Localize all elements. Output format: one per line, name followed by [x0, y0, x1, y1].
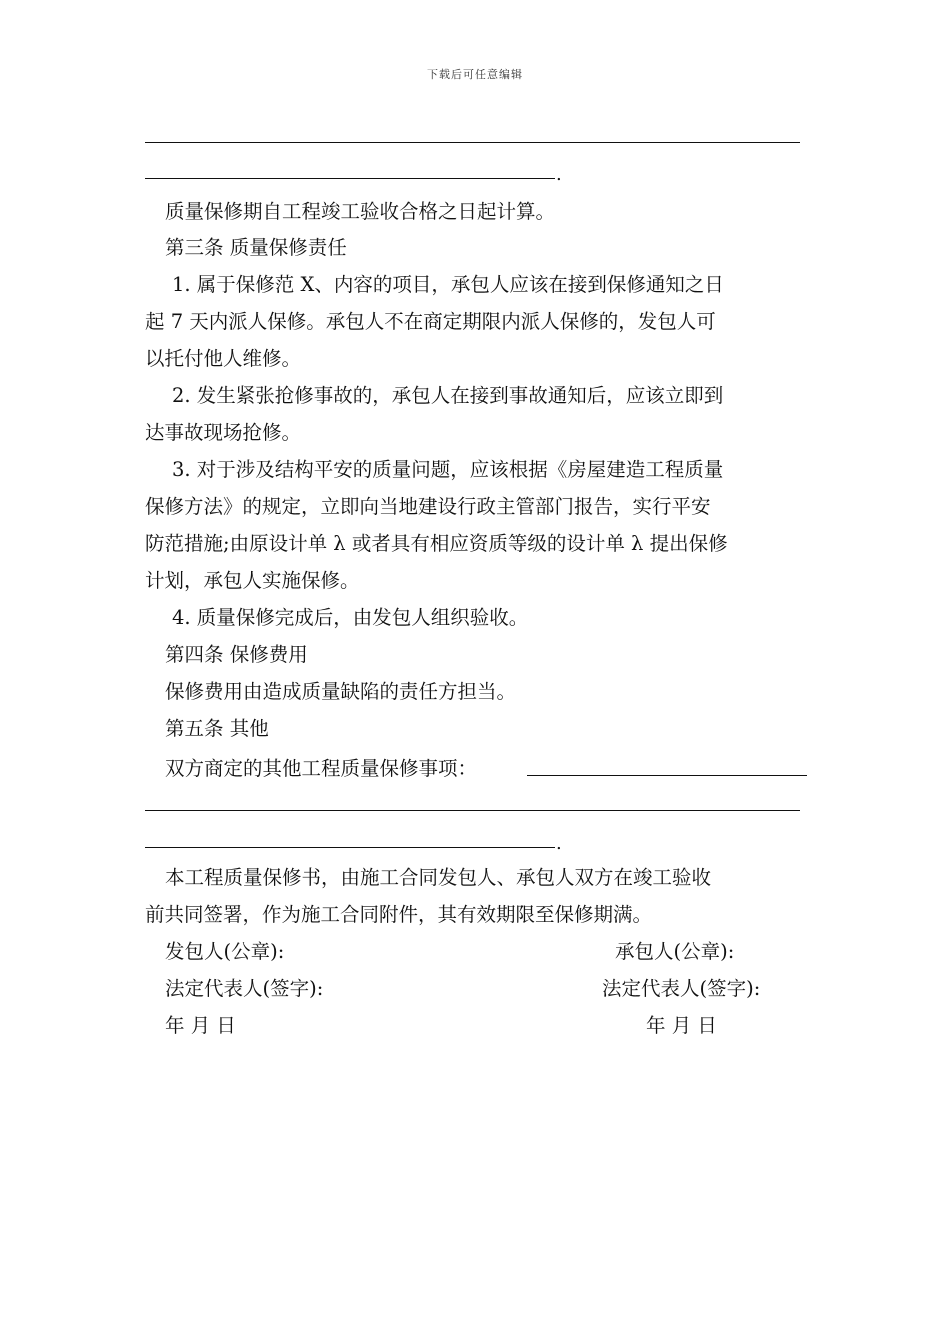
heading-article-3: 第三条 质量保修责任	[165, 236, 347, 259]
blank-line	[145, 810, 800, 811]
clause-3-1-line3: 以托付他人维修。	[145, 347, 302, 370]
blank-line	[145, 178, 555, 179]
paragraph-validity-line2: 前共同签署，作为施工合同附件，其有效期限至保修期满。	[145, 903, 653, 926]
signature-contractor-rep: 法定代表人(签字):	[602, 977, 761, 1000]
clause-3-4: 4. 质量保修完成后，由发包人组织验收。	[172, 606, 529, 629]
clause-3-2-line1: 2. 发生紧张抢修事故的，承包人在接到事故通知后，应该立即到	[172, 384, 724, 407]
paragraph-other-matters: 双方商定的其他工程质量保修事项：	[165, 757, 478, 780]
clause-3-1-line2: 起 7 天内派人保修。承包人不在商定期限内派人保修的，发包人可	[145, 310, 716, 333]
signature-contractor: 承包人(公章):	[615, 940, 735, 963]
clause-3-1-line1: 1. 属于保修范 X、内容的项目，承包人应该在接到保修通知之日	[172, 273, 724, 296]
signature-employer-date: 年 月 日	[165, 1014, 236, 1037]
clause-3-3-line2: 保修方法》的规定，立即向当地建设行政主管部门报告，实行平安	[145, 495, 711, 518]
clause-3-3-line3: 防范措施;由原设计单 λ 或者具有相应资质等级的设计单 λ 提出保修	[145, 532, 728, 555]
heading-article-4: 第四条 保修费用	[165, 643, 308, 666]
signature-contractor-date: 年 月 日	[646, 1014, 717, 1037]
signature-employer-rep: 法定代表人(签字):	[165, 977, 324, 1000]
blank-line	[145, 847, 555, 848]
paragraph-warranty-period: 质量保修期自工程竣工验收合格之日起计算。	[165, 200, 556, 223]
clause-3-3-line4: 计划，承包人实施保修。	[145, 569, 360, 592]
clause-3-3-line1: 3. 对于涉及结构平安的质量问题，应该根据《房屋建造工程质量	[172, 458, 724, 481]
heading-article-5: 第五条 其他	[165, 717, 269, 740]
blank-line	[145, 142, 800, 143]
page-header: 下载后可任意编辑	[427, 68, 523, 81]
signature-employer: 发包人(公章):	[165, 940, 285, 963]
blank-line	[527, 775, 807, 776]
clause-3-2-line2: 达事故现场抢修。	[145, 421, 302, 444]
line-end-period: .	[556, 164, 562, 185]
paragraph-repair-cost: 保修费用由造成质量缺陷的责任方担当。	[165, 680, 517, 703]
paragraph-validity-line1: 本工程质量保修书，由施工合同发包人、承包人双方在竣工验收	[165, 866, 712, 889]
line-end-period: .	[556, 833, 562, 854]
